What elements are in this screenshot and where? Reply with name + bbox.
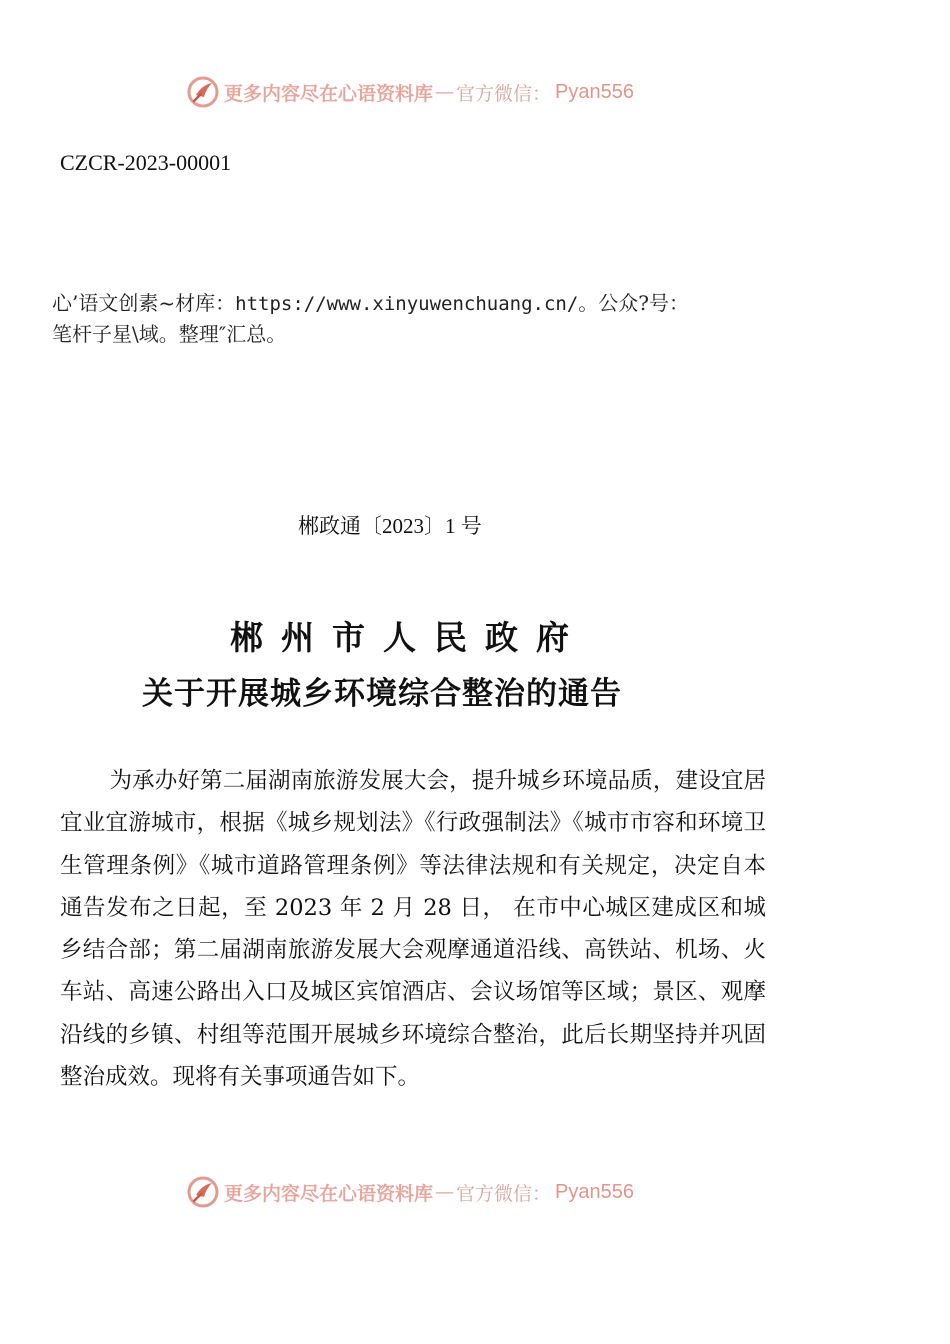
watermark-footer [186, 1172, 634, 1212]
document-number: 郴政通〔2023〕1 号 [298, 514, 482, 538]
watermark-main-text: 更多内容尽在心语资料库 [224, 1182, 434, 1205]
watermark-id: Pyan556 [555, 1180, 634, 1203]
promo-line2: 笔杆子星\域。整理″汇总。 [52, 322, 287, 346]
watermark-main-text: 更多内容尽在心语资料库 [224, 82, 434, 105]
watermark-dash: — [435, 1181, 455, 1203]
watermark-header [186, 72, 634, 112]
watermark-sub-text: 官方微信： [456, 82, 552, 105]
body-paragraph: 为承办好第二届湖南旅游发展大会，提升城乡环境品质，建设宜居宜业宜游城市，根据《城乡规划法》《行政强制法》《城市市容和环境卫生管理条例》《城市道路管理条例》等法律法规和有关规定，决定自本通告发布之日起，至 2023 年 2 月 28 日， 在市中心城区建成区和城乡结合部；第二届湖南旅游发展大会观摩通道沿线、高铁站、机场、火车站、高速公路出入口及城区宾馆酒店、会议场馆等区域；景区、观摩沿线的乡镇、村组等范围开展城乡环境综合整治，此后长期坚持并巩固整治成效。现将有关事项通告如下。 [60, 768, 766, 1091]
promo-prefix: 心’语文创素~材库： [52, 291, 236, 315]
watermark-id: Pyan556 [555, 80, 634, 103]
promo-suffix: 。公众?号： [578, 291, 690, 315]
watermark-logo-icon [186, 1175, 220, 1209]
watermark-sub-text: 官方微信： [456, 1182, 552, 1205]
watermark-dash: — [435, 81, 455, 103]
promo-url: https://www.xinyuwenchuang.cn/ [235, 293, 579, 315]
title-issuer: 郴州市人民政府 [230, 618, 587, 657]
document-code: CZCR-2023-00001 [60, 150, 232, 175]
title-subject: 关于开展城乡环境综合整治的通告 [142, 676, 622, 712]
watermark-logo-icon [186, 75, 220, 109]
promo-text [52, 288, 812, 349]
